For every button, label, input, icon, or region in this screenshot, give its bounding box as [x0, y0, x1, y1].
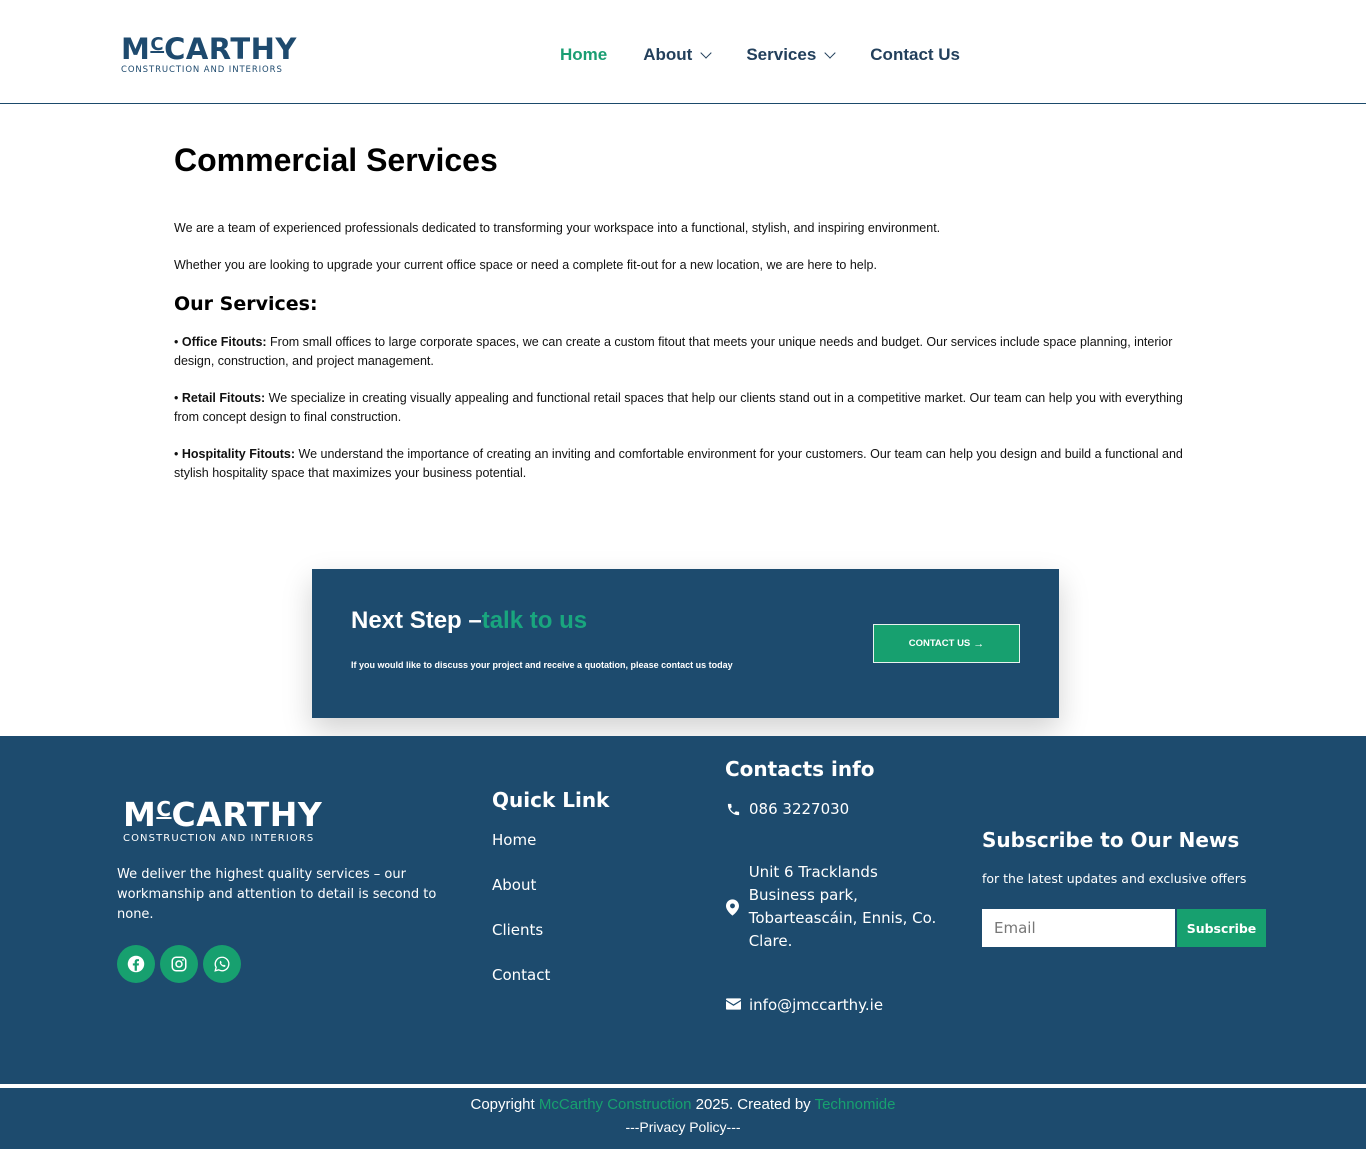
quick-link-clients[interactable]: Clients — [492, 921, 544, 939]
quick-link-contact[interactable]: Contact — [492, 966, 551, 984]
service-item-office: • Office Fitouts: From small offices to large corporate spaces, we can create a custom fitout that meets your unique needs and budget. Our services include space planning, interior design, construction, and project management. — [174, 335, 1173, 368]
service-name: Office Fitouts: — [181, 335, 267, 349]
whatsapp-icon[interactable] — [203, 945, 241, 983]
cta-title: Next Step –talk to us — [351, 607, 588, 634]
location-pin-icon — [725, 861, 741, 916]
nav-item-home[interactable]: Home — [560, 45, 608, 64]
services-heading: Our Services: — [174, 293, 318, 315]
logo-wordmark: $M^CCARTHY$ — [121, 32, 297, 66]
copyright-text: Copyright McCarthy Construction 2025. Created by Technomide — [470, 1096, 896, 1113]
logo-tagline: CONSTRUCTION AND INTERIORS — [123, 833, 315, 844]
chevron-down-icon — [701, 47, 712, 58]
creator-link[interactable]: Technomide — [814, 1096, 896, 1113]
copyright-bar — [0, 1088, 1366, 1149]
service-name: Hospitality Fitouts: — [181, 447, 296, 461]
contact-address: Unit 6 Tracklands Business park, Tobarteascáin, Ennis, Co. Clare. — [725, 861, 940, 953]
company-link[interactable]: McCarthy Construction — [538, 1096, 692, 1113]
service-item-hospitality: • Hospitality Fitouts: We understand the importance of creating an inviting and comfortable environment for your customers. Our team can help you design and build a functional and stylish hospitality space that maximizes your business potential. — [174, 447, 1183, 480]
logo[interactable] — [121, 30, 297, 75]
cta-subtitle: If you would like to discuss your project and receive a quotation, please contact us today — [351, 660, 733, 670]
nav-item-about[interactable]: About — [643, 45, 710, 65]
cta-banner — [312, 569, 1059, 718]
contact-phone[interactable]: 086 3227030 — [725, 798, 849, 821]
nav-item-services[interactable]: Services — [746, 45, 834, 65]
arrow-right-icon: → — [973, 637, 985, 650]
intro-paragraph: Whether you are looking to upgrade your current office space or need a complete fit-out for a new location, we are here to help. — [174, 258, 877, 272]
quick-link-about[interactable]: About — [492, 876, 537, 894]
page-title: Commercial Services — [174, 142, 498, 178]
intro-paragraph: We are a team of experienced professionals dedicated to transforming your workspace into a functional, stylish, and inspiring environment. — [174, 221, 941, 235]
instagram-icon[interactable] — [160, 945, 198, 983]
envelope-icon — [725, 994, 741, 1010]
subscribe-text: for the latest updates and exclusive offers — [982, 871, 1247, 886]
contact-email[interactable]: info@jmccarthy.ie — [725, 994, 883, 1017]
contact-us-button[interactable]: CONTACT US → — [873, 624, 1020, 663]
service-item-retail: • Retail Fitouts: We specialize in creating visually appealing and functional retail spaces that help our clients stand out in a competitive market. Our team can help you with everything from concept design to final construction. — [174, 391, 1183, 424]
logo-wordmark: $M^CCARTHY$ — [123, 795, 323, 834]
phone-icon — [725, 798, 741, 817]
facebook-icon[interactable] — [117, 945, 155, 983]
quick-link-list — [492, 831, 550, 1011]
footer-logo[interactable] — [123, 792, 322, 844]
social-links — [117, 945, 241, 983]
email-input[interactable] — [982, 909, 1175, 947]
chevron-down-icon — [825, 47, 836, 58]
main-nav — [560, 45, 996, 65]
main-content — [174, 142, 1184, 501]
subscribe-button[interactable]: Subscribe — [1177, 909, 1266, 947]
site-footer — [0, 736, 1366, 1084]
contacts-info-title: Contacts info — [725, 757, 875, 781]
logo-tagline: CONSTRUCTION AND INTERIORS — [121, 65, 283, 75]
footer-description: We deliver the highest quality services – our workmanship and attention to detail is second to none. — [117, 867, 437, 922]
site-header — [0, 0, 1366, 104]
quick-link-home[interactable]: Home — [492, 831, 537, 849]
quick-link-title: Quick Link — [492, 788, 610, 812]
subscribe-title: Subscribe to Our News — [982, 828, 1240, 852]
service-name: Retail Fitouts: — [181, 391, 266, 405]
nav-item-contact-us[interactable]: Contact Us — [870, 45, 961, 64]
privacy-policy-link[interactable]: ---Privacy Policy--- — [625, 1119, 741, 1135]
